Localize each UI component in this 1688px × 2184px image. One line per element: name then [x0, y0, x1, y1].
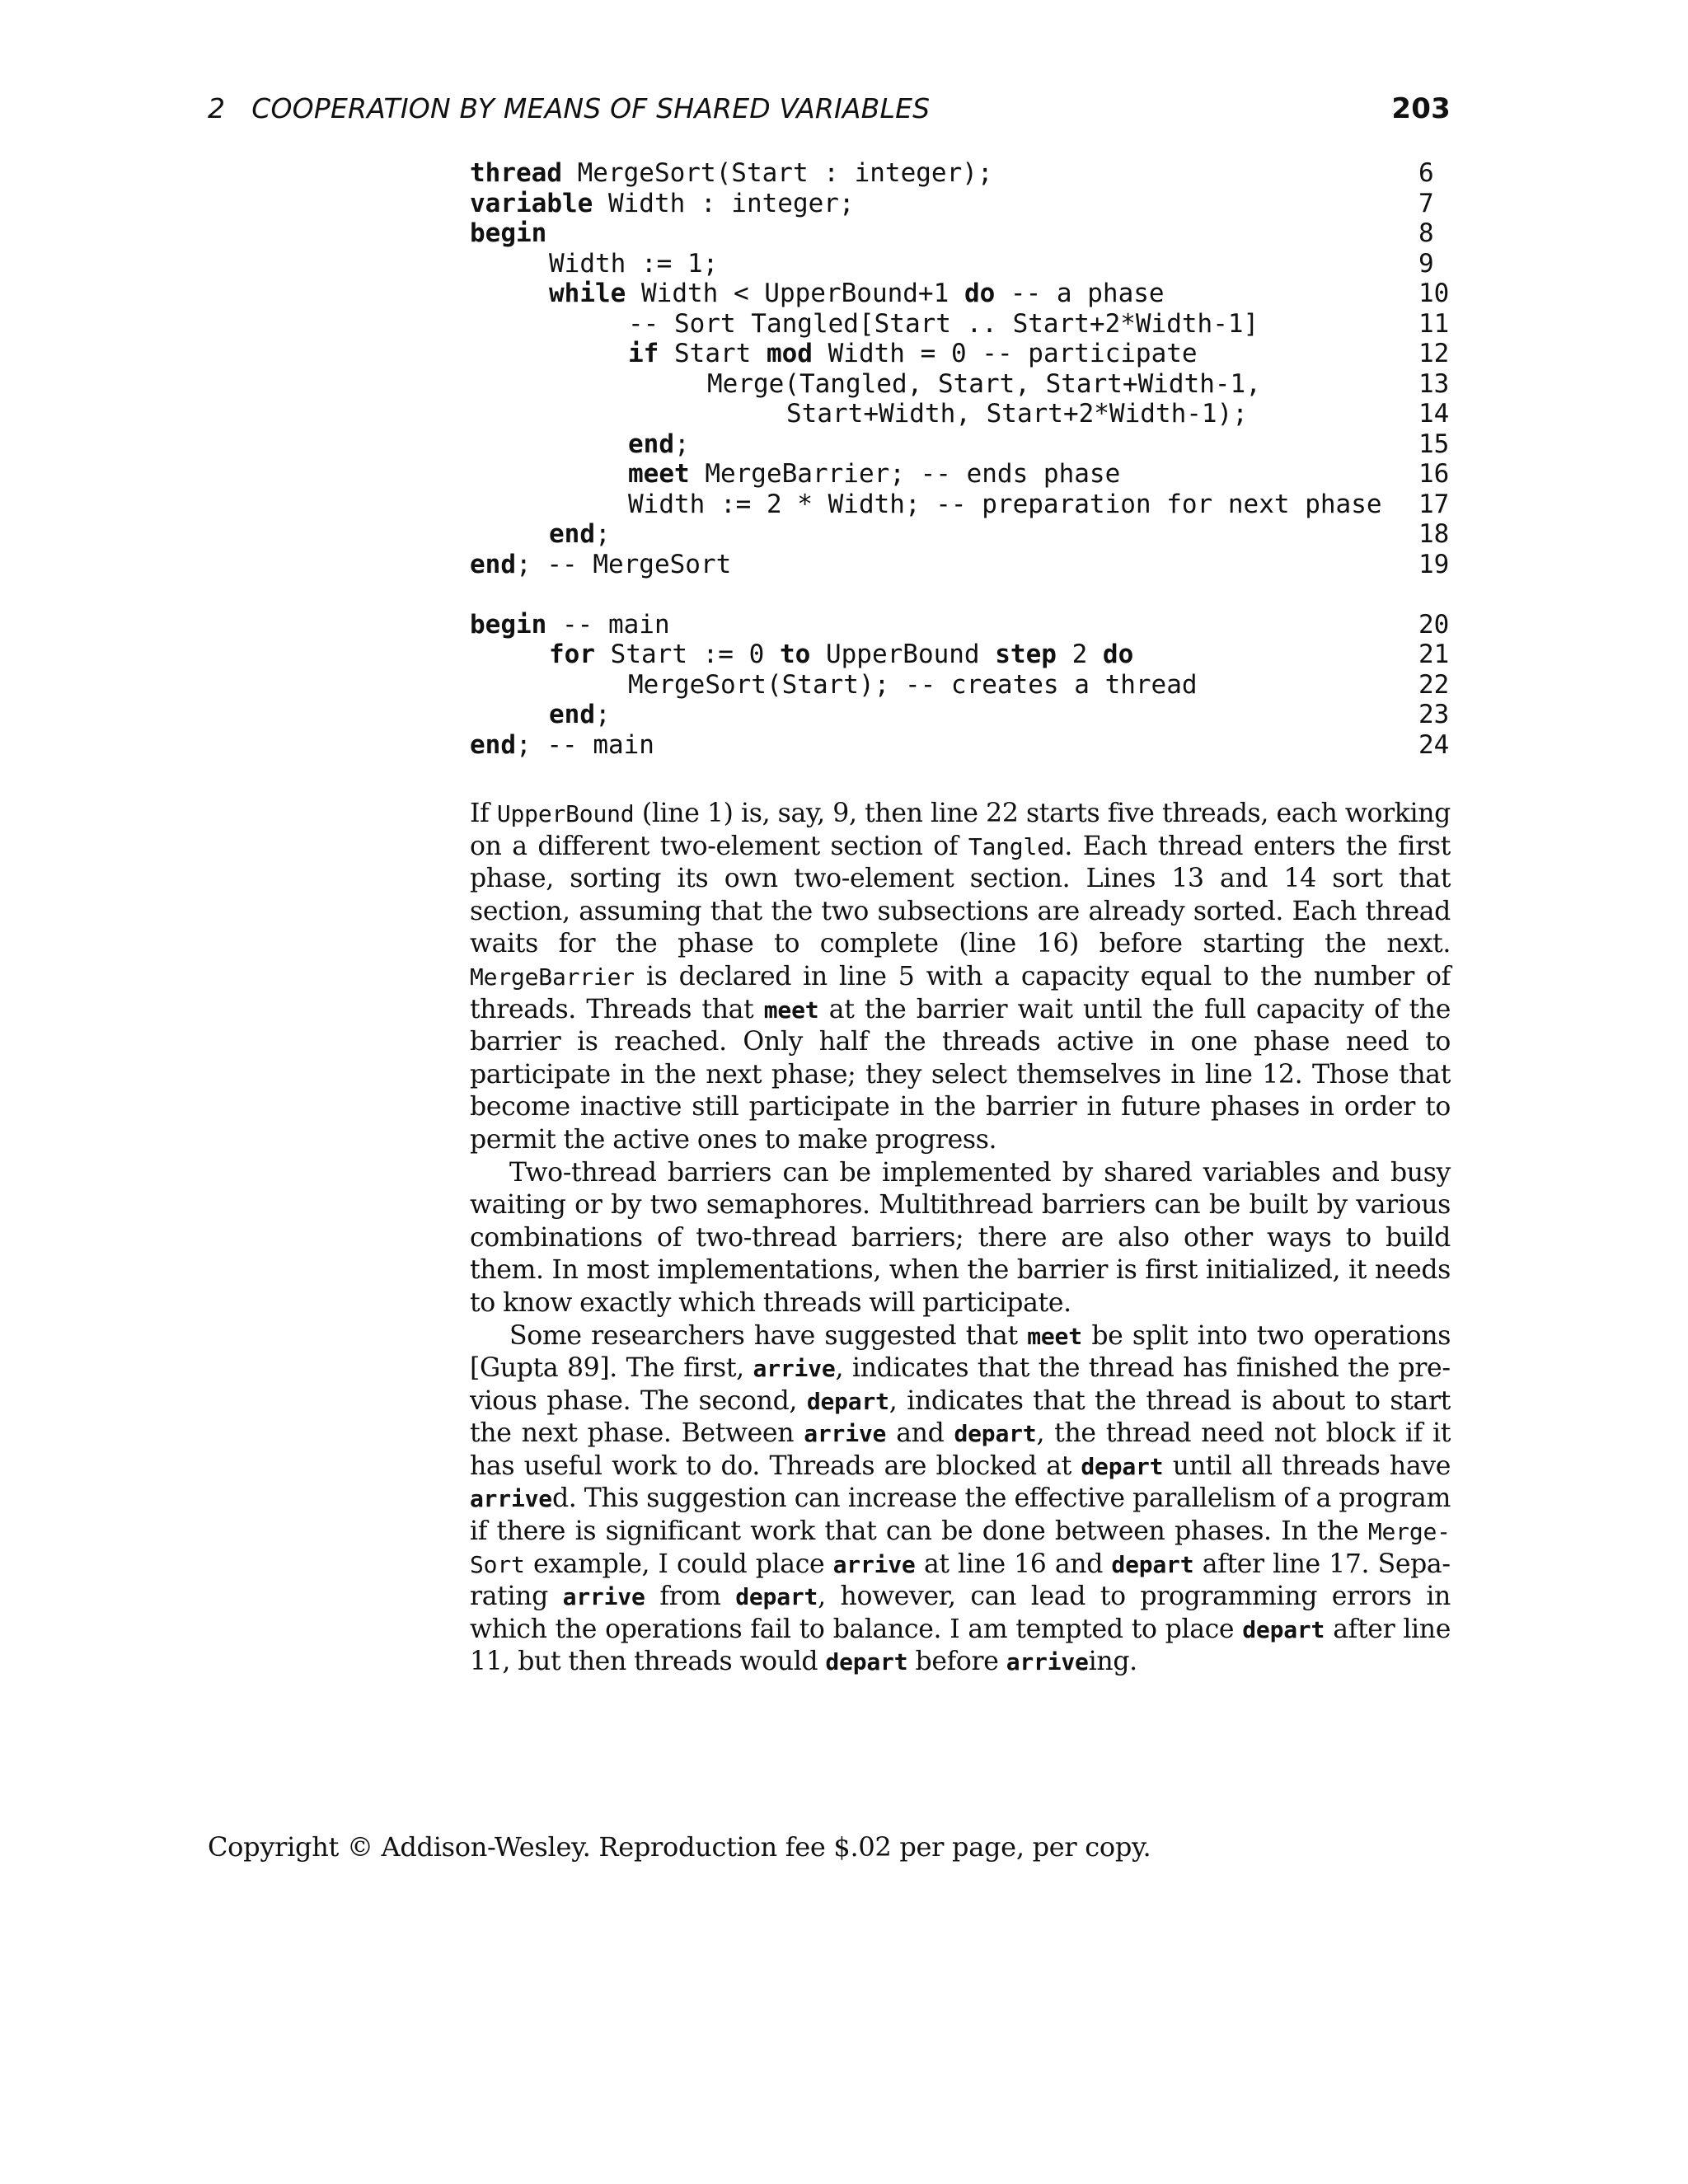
- line-number: 9: [1418, 248, 1434, 279]
- text-run: at the barrier wait until the full capacity of the barrier is reached. Only half the threads active in one phase need to participate in the next phase; they select themselves in line 12. Those that become inactive still participate in the barrier in future phases in order to permit the active ones to make progress.: [470, 994, 1451, 1155]
- code-line: [470, 519, 1451, 550]
- code-keyword: end: [470, 729, 516, 760]
- code-line: [470, 369, 1451, 400]
- code-line: [470, 490, 1451, 520]
- code-keyword: depart: [1111, 1550, 1194, 1578]
- line-number: 11: [1418, 308, 1450, 339]
- code-fragment: -- a phase: [995, 279, 1165, 308]
- code-keyword: arrive: [562, 1583, 645, 1611]
- code-text: [628, 429, 690, 460]
- code-line: [470, 429, 1451, 460]
- code-keyword: if: [628, 339, 659, 368]
- line-number: 14: [1418, 399, 1450, 429]
- text-run: after line 17. Separating: [470, 1549, 1451, 1612]
- code-line: [470, 189, 1451, 219]
- code-line: [470, 218, 1451, 249]
- text-run: Two-thread barriers can be implemented by shared variables and busy waiting or by two semaphores. Multithread barriers can be built by various combinations of two-thread barriers; there are also other ways to build them. In most implementations, when the barrier is first initialized, it needs to know exactly which threads will participate.: [470, 1157, 1451, 1318]
- code-keyword: do: [964, 279, 996, 308]
- code-keyword: arrive: [1006, 1648, 1089, 1676]
- code-fragment: Width = 0 -- participate: [812, 339, 1198, 368]
- text-run: , indicates that the thread has finished the previous phase. The second,: [470, 1353, 1451, 1416]
- code-keyword: depart: [954, 1420, 1037, 1448]
- line-number: 23: [1418, 700, 1450, 729]
- code-line: [470, 279, 1451, 309]
- code-text: [549, 519, 611, 550]
- text-run: before: [907, 1647, 1006, 1677]
- code-keyword: to: [779, 640, 811, 669]
- page-number: 203: [1391, 92, 1451, 125]
- text-run: from: [645, 1582, 736, 1612]
- paragraph: [470, 798, 1451, 1157]
- code-text: [628, 670, 1198, 701]
- copyright-footer: Copyright © Addison-Wesley. Reproduction fee $.02 per page, per copy.: [208, 1831, 1151, 1863]
- text-run: , indicates that the thread is about to start the next phase. Between: [470, 1385, 1451, 1449]
- code-keyword: variable: [470, 188, 593, 218]
- code-line: [470, 550, 1451, 580]
- code-line: [470, 309, 1451, 340]
- code-keyword: end: [549, 700, 595, 729]
- code-keyword: step: [995, 640, 1057, 669]
- running-header: [208, 92, 1451, 134]
- code-text: [707, 369, 1261, 400]
- code-keyword: mod: [766, 339, 813, 368]
- code-keyword: do: [1102, 640, 1134, 669]
- line-number: 15: [1418, 429, 1450, 459]
- line-number: 13: [1418, 368, 1450, 399]
- text-run: (line 1) is, say, 9, then line 22 starts five threads, each working on a different two-element section of: [470, 799, 1451, 861]
- code-keyword: meet: [1027, 1322, 1082, 1350]
- code-fragment: -- main: [546, 609, 670, 640]
- text-run: be split into two operations [Gupta 89]. The first,: [470, 1320, 1451, 1384]
- text-run: ing.: [1088, 1647, 1137, 1677]
- code-line: [470, 670, 1451, 701]
- code-keyword: arrive: [753, 1355, 836, 1383]
- code-keyword: for: [549, 640, 595, 669]
- text-run: , the thread need not block if it has useful work to do. Threads are blocked at: [470, 1418, 1451, 1481]
- code-fragment: ;: [674, 429, 690, 459]
- code-text: [470, 218, 546, 249]
- code-listing: [470, 158, 1451, 760]
- code-keyword: end: [470, 549, 516, 579]
- code-keyword: meet: [763, 996, 819, 1024]
- line-number: 24: [1418, 729, 1450, 760]
- line-number: 20: [1418, 609, 1450, 640]
- line-number: 10: [1418, 279, 1450, 308]
- code-fragment: ;: [595, 700, 611, 729]
- code-keyword: begin: [470, 218, 547, 248]
- paragraph: [470, 1320, 1451, 1680]
- code-fragment: MergeBarrier; -- ends phase: [689, 459, 1121, 489]
- line-number: 6: [1418, 158, 1434, 188]
- code-text: [628, 339, 1198, 369]
- text-run: at line 16 and: [915, 1549, 1112, 1579]
- text-run: is declared in line 5 with a capacity equal to the number of threads. Threads that: [470, 961, 1451, 1024]
- code-fragment: ; -- main: [516, 729, 654, 760]
- code-line: [470, 610, 1451, 640]
- code-fragment: UpperBound: [810, 640, 996, 669]
- code-text: [549, 249, 718, 279]
- code-identifier: MergeSort: [470, 1518, 1451, 1578]
- code-fragment: Start := 0: [595, 640, 780, 669]
- code-keyword: arrive: [804, 1420, 887, 1448]
- code-text: [549, 700, 611, 730]
- code-fragment: -- Sort Tangled[Start .. Start+2*Width-1]: [628, 308, 1259, 339]
- code-text: [470, 610, 670, 640]
- text-run: and: [886, 1418, 954, 1449]
- line-number: 16: [1418, 459, 1450, 489]
- code-keyword: depart: [735, 1583, 818, 1611]
- code-fragment: Start+Width, Start+2*Width-1);: [786, 399, 1248, 429]
- code-fragment: Width := 2 * Width; -- preparation for next phase: [628, 489, 1382, 519]
- code-keyword: while: [549, 279, 626, 308]
- code-fragment: Width : integer;: [593, 188, 855, 218]
- code-line: [470, 459, 1451, 490]
- text-run: . Each thread enters the first phase, sorting its own two-element section. Lines 13 and 14 sort that section, assuming that the two subsections are already sorted. Each thread waits for the phase to complete (line 16) before starting the next.: [470, 831, 1451, 959]
- code-line: [470, 700, 1451, 730]
- code-text: [628, 459, 1120, 490]
- code-text: [470, 189, 855, 219]
- paragraph: [470, 1157, 1451, 1320]
- code-text: [786, 399, 1248, 429]
- code-keyword: arrive: [470, 1485, 552, 1513]
- line-number: 7: [1418, 188, 1434, 218]
- code-fragment: MergeSort(Start : integer);: [561, 158, 993, 188]
- code-fragment: ; -- MergeSort: [516, 549, 732, 579]
- code-text: [470, 550, 731, 580]
- code-keyword: end: [628, 429, 674, 459]
- code-fragment: Width < UpperBound+1: [626, 279, 964, 308]
- code-line: [470, 399, 1451, 429]
- code-fragment: Start: [659, 339, 767, 368]
- code-line: [470, 640, 1451, 670]
- code-identifier: UpperBound: [496, 800, 635, 827]
- code-line: [470, 158, 1451, 189]
- code-line: [470, 339, 1451, 369]
- line-number: 18: [1418, 519, 1450, 549]
- code-fragment: 2: [1056, 640, 1103, 669]
- text-run: , however, can lead to programming errors in which the operations fail to balance. I am tempted to place: [470, 1582, 1451, 1644]
- code-text: [549, 279, 1165, 309]
- code-keyword: depart: [806, 1387, 889, 1415]
- text-run: If: [470, 799, 497, 828]
- code-fragment: Merge(Tangled, Start, Start+Width-1,: [707, 368, 1261, 399]
- text-run: d. This suggestion can increase the effective parallelism of a program if there is significant work that can be done between phases. In the: [470, 1483, 1451, 1547]
- code-keyword: end: [549, 519, 595, 549]
- code-keyword: meet: [628, 459, 690, 489]
- line-number: 19: [1418, 549, 1450, 579]
- code-text: [470, 730, 654, 761]
- chapter-title: 2 COOPERATION BY MEANS OF SHARED VARIABLES: [208, 92, 931, 124]
- line-number: 8: [1418, 218, 1434, 248]
- line-number: 17: [1418, 489, 1450, 519]
- code-text: [628, 309, 1259, 340]
- text-run: Some researchers have suggested that: [509, 1320, 1028, 1351]
- line-number: 22: [1418, 669, 1450, 700]
- code-identifier: MergeBarrier: [470, 963, 635, 991]
- code-fragment: MergeSort(Start); -- creates a thread: [628, 669, 1198, 700]
- code-keyword: begin: [470, 609, 547, 640]
- code-keyword: depart: [825, 1648, 908, 1676]
- body-text: [470, 798, 1451, 1679]
- code-blank-line: [470, 579, 1451, 610]
- text-run: after line 11, but then threads would: [470, 1614, 1451, 1677]
- text-run: example, I could place: [524, 1549, 833, 1579]
- code-text: [470, 158, 993, 189]
- code-line: [470, 730, 1451, 761]
- code-keyword: depart: [1081, 1452, 1164, 1480]
- line-number: 12: [1418, 339, 1450, 368]
- code-keyword: thread: [470, 158, 562, 188]
- code-line: [470, 249, 1451, 279]
- code-identifier: Tangled: [968, 832, 1065, 860]
- code-fragment: ;: [595, 519, 611, 549]
- code-keyword: depart: [1242, 1615, 1325, 1643]
- code-text: [549, 640, 1133, 670]
- code-fragment: Width := 1;: [549, 248, 719, 279]
- text-run: until all threads have: [1163, 1451, 1451, 1481]
- line-number: 21: [1418, 640, 1450, 669]
- code-text: [628, 490, 1382, 520]
- code-keyword: arrive: [832, 1550, 916, 1578]
